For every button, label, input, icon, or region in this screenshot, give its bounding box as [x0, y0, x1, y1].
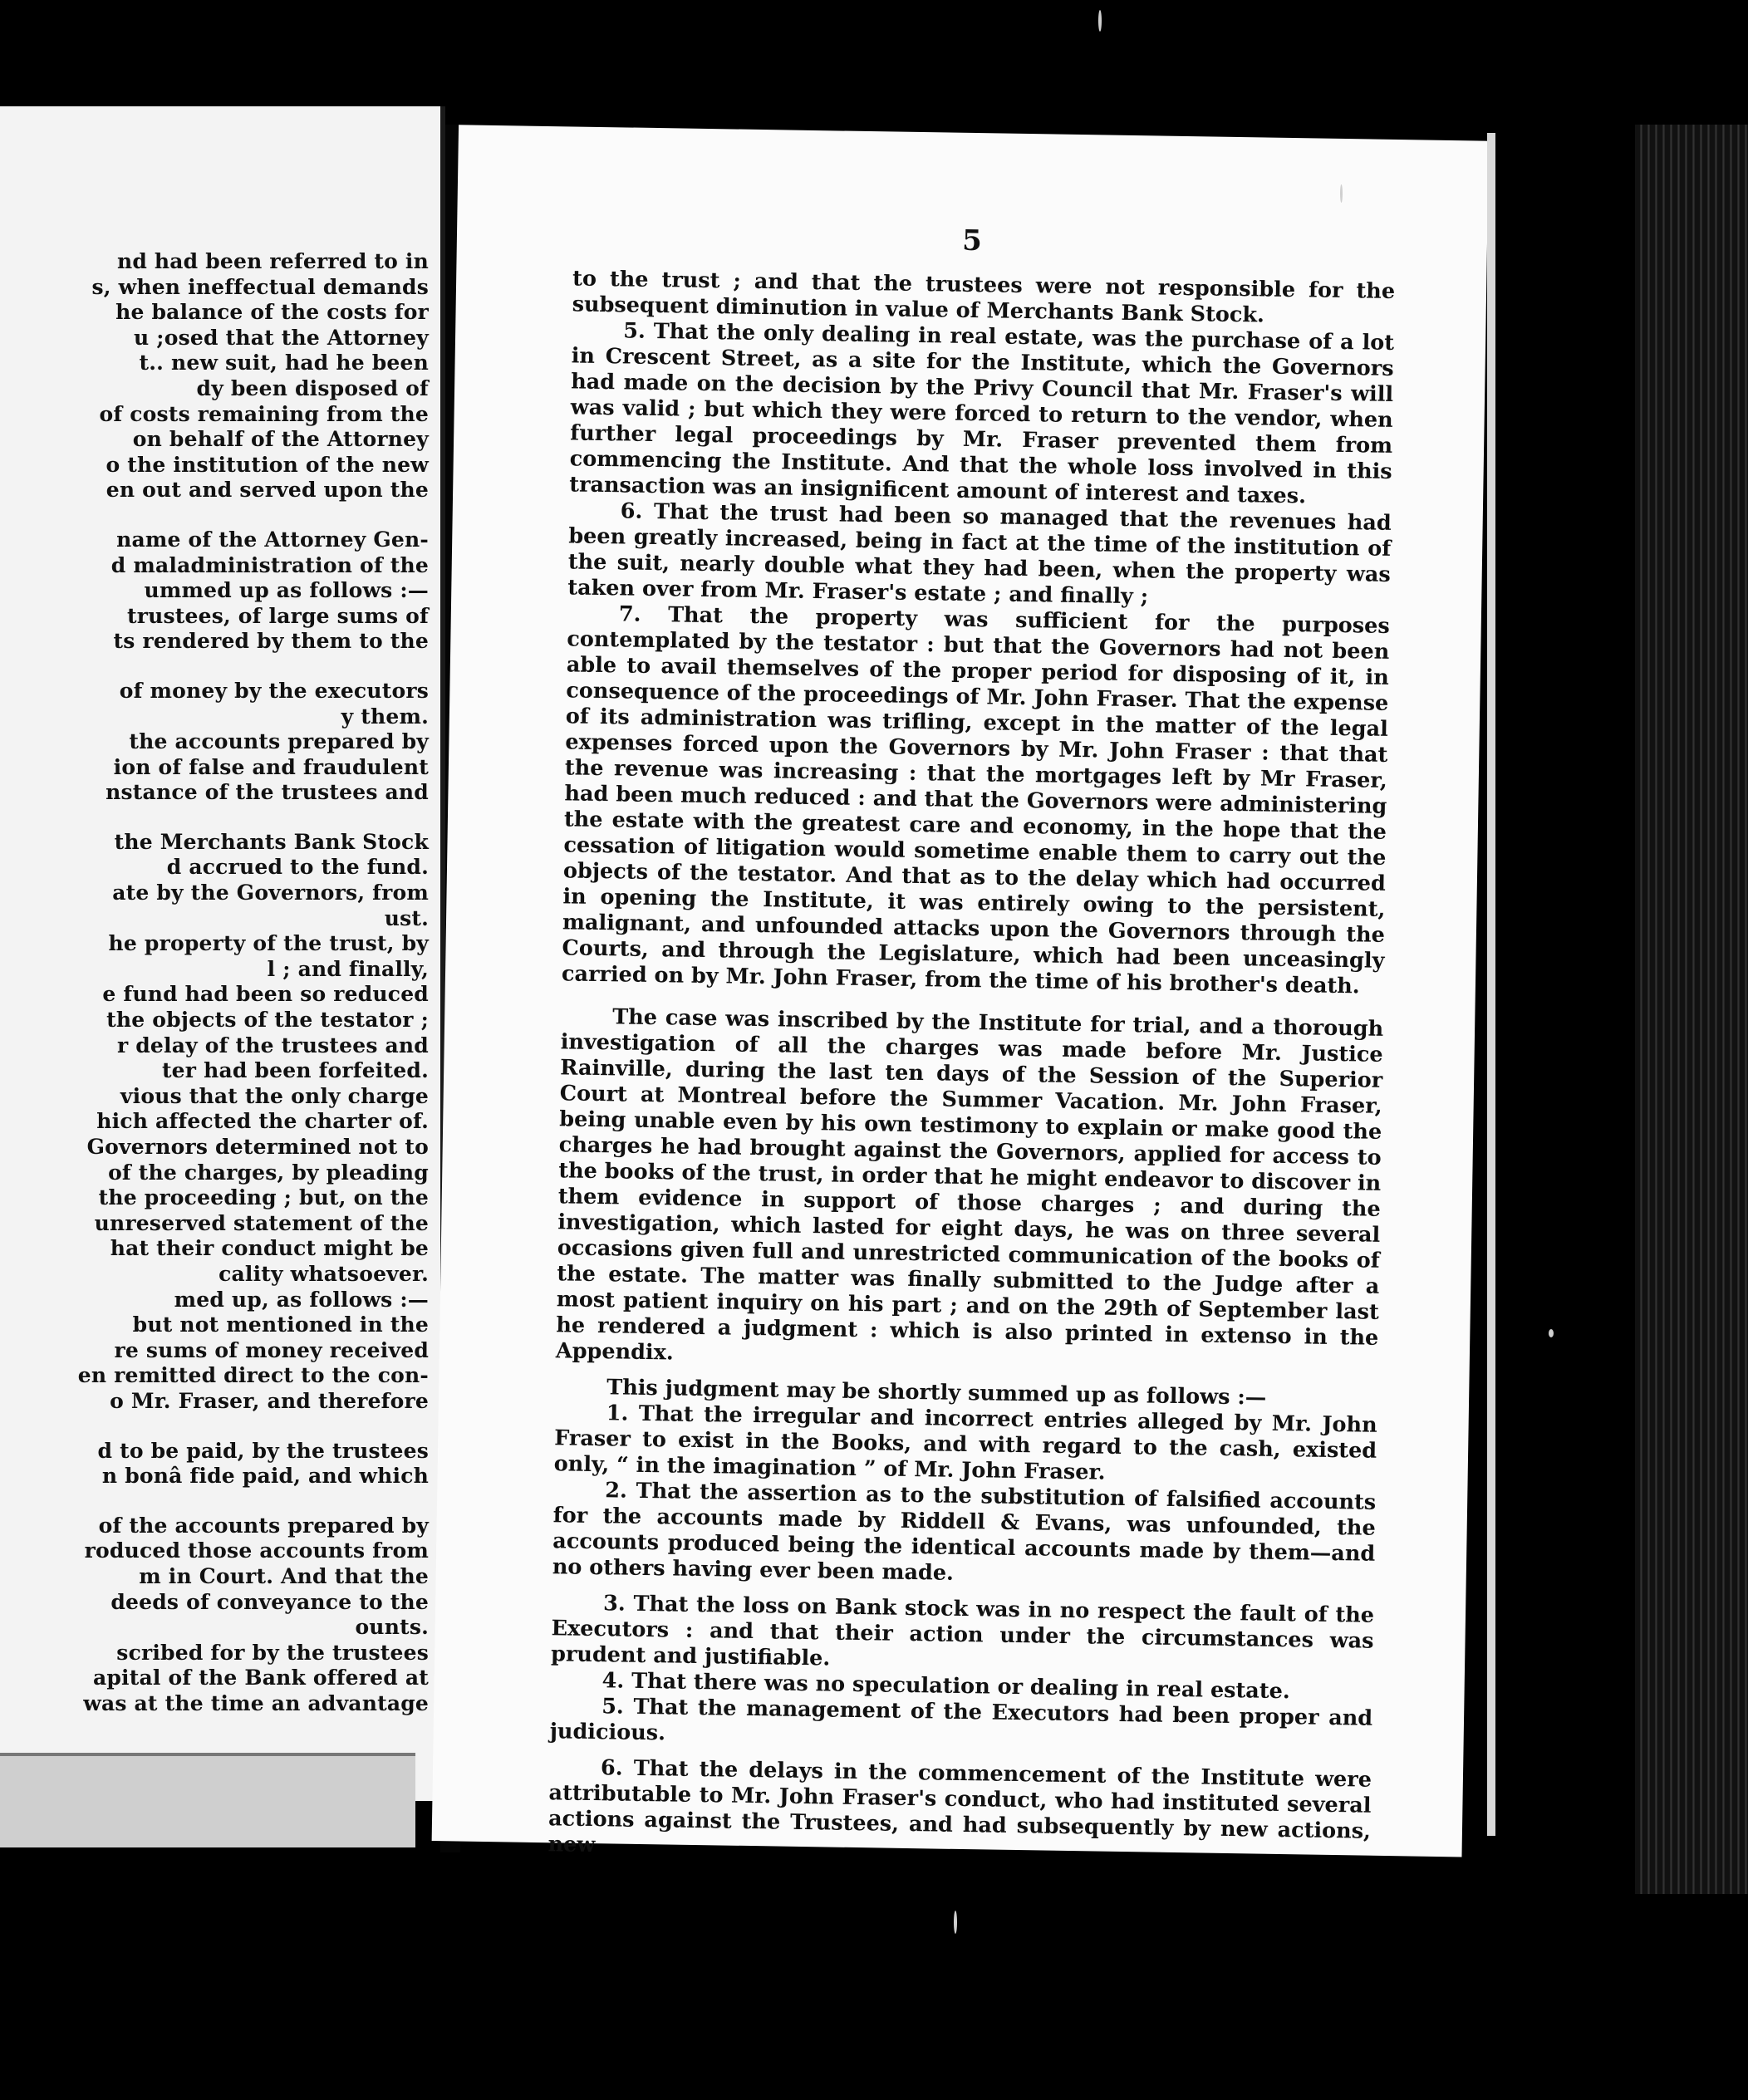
- left-line: was at the time an advantage: [83, 1690, 429, 1715]
- scan-speck: [1340, 184, 1343, 203]
- left-line: scribed for by the trustees: [116, 1640, 429, 1665]
- left-line: of money by the executors: [119, 678, 429, 703]
- left-line: dy been disposed of: [196, 375, 429, 400]
- left-line: of costs remaining from the: [99, 401, 429, 426]
- paragraph: 6. That the delays in the commencement of the Institute were attributable to Mr. John Fraser's conduct, who had instituted several actions against the Trustees, and had subsequently by new actions, new: [547, 1755, 1372, 1858]
- left-line: ounts.: [355, 1615, 429, 1640]
- left-line: the accounts prepared by: [129, 729, 429, 754]
- left-line: ust.: [384, 905, 429, 930]
- left-line: o Mr. Fraser, and therefore: [110, 1388, 429, 1413]
- left-line: en remitted direct to the con-: [77, 1363, 429, 1388]
- left-line: d accrued to the fund.: [166, 855, 429, 880]
- left-page: [0, 106, 445, 1801]
- left-page-text: [0, 249, 429, 1716]
- left-line: med up, as follows :—: [174, 1287, 429, 1312]
- right-page: [432, 125, 1489, 1857]
- page-number: 5: [961, 223, 983, 258]
- left-line: the objects of the testator ;: [106, 1008, 429, 1033]
- page-body: [547, 266, 1395, 1870]
- left-line: hich affected the charter of.: [96, 1109, 429, 1134]
- left-line: of the charges, by pleading: [108, 1160, 429, 1185]
- left-line: ts rendered by them to the: [113, 629, 429, 654]
- left-line: n bonâ fide paid, and which: [101, 1464, 429, 1489]
- paragraph: 2. That the assertion as to the substitution of falsified accounts for the accounts made by Riddell & Evans, was unfounded, the accounts produced being the identical accounts made by them—and no others having ever been made.: [552, 1478, 1377, 1586]
- left-line: o the institution of the new: [106, 452, 429, 477]
- left-line: apital of the Bank offered at: [92, 1666, 429, 1690]
- left-line: the Merchants Bank Stock: [114, 829, 429, 854]
- left-line: ion of false and fraudulent: [113, 754, 429, 779]
- paragraph: 4. That there was no speculation or dealing in real estate.: [601, 1668, 1290, 1705]
- left-line: nd had been referred to in: [116, 249, 429, 273]
- left-line: d to be paid, by the trustees: [97, 1438, 429, 1463]
- paragraph: to the trust ; and that the trustees were not responsible for the subsequent diminution in value of Merchants Bank Stock.: [572, 266, 1396, 328]
- left-line: y them.: [341, 704, 429, 729]
- left-line: d maladministration of the: [110, 552, 429, 577]
- paragraph: 7. That the property was sufficient for the purposes contemplated by the testator : but that the Governors had not been able to avail themselves of the proper period for disposing of it, in consequence of the proceedings of Mr. John Fraser. That the expense of its administration was trifling, except in the matter of the legal expenses forced upon the Governors by Mr. John Fraser : that that the revenue was increasing : that the mortgages left by Mr Fraser, had been much reduced : and that the Governors were administering the estate with the greatest care and economy, in the hope that the cessation of litigation would sometime enable them to carry out the objects of the testator. And that as to the delay which had occurred in opening the Institute, it was entirely owing to the persistent, malignant, and unfounded attacks upon the Governors through the Courts, and through the Legislature, which had been unceasingly carried on by Mr. John Fraser, from the time of his brother's death.: [561, 601, 1390, 999]
- left-line: of the accounts prepared by: [98, 1513, 429, 1538]
- left-line: nstance of the trustees and: [106, 780, 429, 805]
- left-line: en out and served upon the: [106, 478, 429, 503]
- scan-speck: [1549, 1329, 1554, 1337]
- left-line: unreserved statement of the: [94, 1210, 429, 1235]
- paragraph: 1. That the irregular and incorrect entries alleged by Mr. John Fraser to exist in the Books, and with regard to the cash, existed only, “ in the imagination ” of Mr. John Fraser.: [553, 1401, 1377, 1485]
- left-line: trustees, of large sums of: [126, 603, 429, 628]
- left-line: ate by the Governors, from: [112, 881, 429, 905]
- left-line: re sums of money received: [114, 1337, 429, 1362]
- scan-speck: [1098, 10, 1102, 32]
- left-line: r delay of the trustees and: [116, 1033, 429, 1057]
- left-line: t.. new suit, had he been: [139, 351, 429, 375]
- left-line: ummed up as follows :—: [144, 578, 429, 603]
- left-line: the proceeding ; but, on the: [98, 1185, 429, 1210]
- left-line: but not mentioned in the: [132, 1312, 429, 1337]
- page-edge: [1487, 133, 1495, 1836]
- paragraph: 6. That the trust had been so managed that the revenues had been greatly increased, being in fact at the time of the institution of the suit, nearly double what they had been, when the property was taken over from Mr. Fraser's estate ; and finally ;: [567, 498, 1392, 610]
- paragraph: 5. That the management of the Executors had been proper and judicious.: [549, 1694, 1373, 1746]
- paragraph: 3. That the loss on Bank stock was in no respect the fault of the Executors : and that their action under the circumstances was prudent and justifiable.: [550, 1591, 1375, 1671]
- left-line: u ;osed that the Attorney: [134, 325, 429, 350]
- left-line: hat their conduct might be: [110, 1236, 429, 1261]
- left-line: e fund had been so reduced: [102, 982, 429, 1007]
- left-line: Governors determined not to: [86, 1135, 429, 1159]
- left-line: vious that the only charge: [120, 1083, 429, 1108]
- left-line: he balance of the costs for: [115, 300, 429, 325]
- left-line: on behalf of the Attorney: [132, 427, 429, 452]
- left-line: roduced those accounts from: [84, 1538, 429, 1563]
- left-line: l ; and finally,: [267, 956, 429, 981]
- left-line: deeds of conveyance to the: [110, 1589, 429, 1614]
- paragraph: The case was inscribed by the Institute for trial, and a thorough investigation of all the charges was made before Mr. Justice Rainville, during the last ten days of the Session of the Superior Court at Montreal before the Summer Vacation. Mr. John Fraser, being unable even by his own testimony to explain or make good the charges he had brought against the Governors, applied for access to the books of the trust, in order that he might endeavor to discover in them evidence in support of those charges ; and during the investigation, which lasted for eight days, he was on three several occasions given full and unrestricted communication of the books of the estate. The matter was finally submitted to the Judge after a most patient inquiry on his part ; and on the 29th of September last he rendered a judgment : which is also printed in extenso in the Appendix.: [555, 1004, 1384, 1366]
- book-page-edges: [1635, 125, 1748, 1894]
- scan-speck: [954, 1911, 957, 1934]
- paragraph: 5. That the only dealing in real estate, was the purchase of a lot in Crescent Street, as a site for the Institute, which the Governors had made on the decision by the Privy Council that Mr. Fraser's will was valid ; but which they were forced to return to the vendor, when further legal proceedings by Mr. Fraser prevented them from commencing the Institute. And that the whole loss involved in this transaction was an insignificent amount of interest and taxes.: [569, 318, 1395, 509]
- left-line: s, when ineffectual demands: [91, 274, 429, 299]
- left-line: he property of the trust, by: [108, 931, 429, 956]
- book-cover-edge: [0, 1753, 415, 1847]
- left-line: name of the Attorney Gen-: [116, 527, 429, 552]
- left-line: ter had been forfeited.: [161, 1058, 429, 1083]
- left-line: m in Court. And that the: [139, 1563, 429, 1588]
- paragraph: This judgment may be shortly summed up as follows :—: [606, 1375, 1267, 1411]
- left-line: cality whatsoever.: [218, 1261, 429, 1286]
